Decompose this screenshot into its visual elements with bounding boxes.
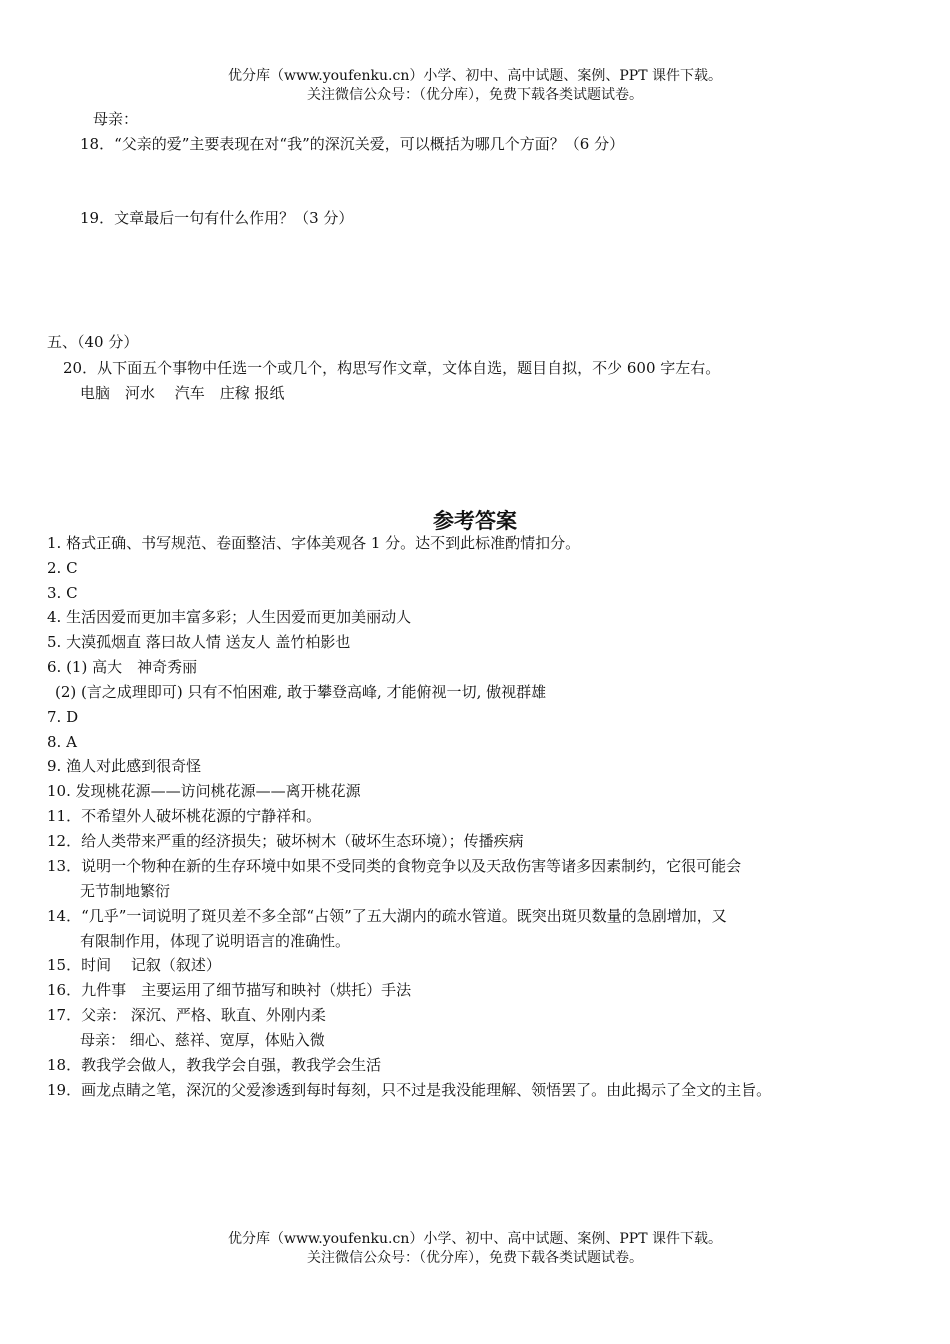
question-18: 18．“父亲的爱”主要表现在对“我”的深沉关爱，可以概括为哪几个方面？（6 分） bbox=[80, 135, 625, 153]
answers-title: 参考答案 bbox=[433, 509, 517, 533]
answer-line: 16．九件事 主要运用了细节描写和映衬（烘托）手法 bbox=[47, 981, 412, 999]
answer-line: 9. 渔人对此感到很奇怪 bbox=[47, 757, 202, 775]
answer-line: 5. 大漠孤烟直 落曰故人情 送友人 盖竹柏影也 bbox=[47, 633, 351, 651]
answer-line: 18．教我学会做人，教我学会自强，教我学会生活 bbox=[47, 1056, 382, 1074]
question-19: 19．文章最后一句有什么作用？（3 分） bbox=[80, 209, 354, 227]
answer-line: 3. C bbox=[47, 584, 78, 602]
footer-line-2: 关注微信公众号：（优分库），免费下载各类试题试卷。 bbox=[307, 1250, 643, 1266]
header-line-2: 关注微信公众号：（优分库），免费下载各类试题试卷。 bbox=[307, 87, 643, 103]
question-20-topics: 电脑 河水 汽车 庄稼 报纸 bbox=[80, 384, 285, 402]
answer-line: 6. (1) 高大 神奇秀丽 bbox=[47, 658, 198, 676]
answer-line: 2. C bbox=[47, 559, 78, 577]
mother-label: 母亲： bbox=[93, 110, 139, 128]
answer-line: 无节制地繁衍 bbox=[80, 882, 171, 900]
answer-line: 17．父亲： 深沉、严格、耿直、外刚内柔 bbox=[47, 1006, 326, 1024]
answer-line: 11．不希望外人破坏桃花源的宁静祥和。 bbox=[47, 807, 322, 825]
answer-line: 19．画龙点睛之笔，深沉的父爱渗透到每时每刻，只不过是我没能理解、领悟罢了。由此揭示了全文的主旨。 bbox=[47, 1081, 772, 1099]
header-line-1: 优分库（www.youfenku.cn）小学、初中、高中试题、案例、PPT 课件下载。 bbox=[227, 68, 722, 84]
answer-line: 10. 发现桃花源——访问桃花源——离开桃花源 bbox=[47, 782, 361, 800]
footer-line-1: 优分库（www.youfenku.cn）小学、初中、高中试题、案例、PPT 课件下载。 bbox=[227, 1231, 722, 1247]
answer-line: 1. 格式正确、书写规范、卷面整洁、字体美观各 1 分。达不到此标准酌情扣分。 bbox=[47, 534, 581, 552]
answer-line: (2) (言之成理即可) 只有不怕困难, 敢于攀登高峰, 才能俯视一切, 傲视群雄 bbox=[55, 683, 547, 701]
answer-line: 4. 生活因爱而更加丰富多彩；人生因爱而更加美丽动人 bbox=[47, 608, 412, 626]
answer-line: 15．时间 记叙（叙述） bbox=[47, 956, 221, 974]
answer-line: 8. A bbox=[47, 733, 77, 751]
answer-line: 有限制作用，体现了说明语言的准确性。 bbox=[80, 932, 351, 950]
question-20: 20．从下面五个事物中任选一个或几个，构思写作文章，文体自选，题目自拟，不少 600 字左右。 bbox=[63, 359, 721, 377]
section-five-heading: 五、（40 分） bbox=[47, 333, 139, 351]
answer-line: 7. D bbox=[47, 708, 79, 726]
answer-line: 12．给人类带来严重的经济损失；破坏树木（破坏生态环境）；传播疾病 bbox=[47, 832, 524, 850]
answer-line: 母亲： 细心、慈祥、宽厚，体贴入微 bbox=[80, 1031, 325, 1049]
answer-line: 13．说明一个物种在新的生存环境中如果不受同类的食物竞争以及天敌伤害等诸多因素制约，它很可能会 bbox=[47, 857, 742, 875]
answer-line: 14．“几乎”一词说明了斑贝差不多全部“占领”了五大湖内的疏水管道。既突出斑贝数量的急剧增加，又 bbox=[47, 907, 727, 925]
